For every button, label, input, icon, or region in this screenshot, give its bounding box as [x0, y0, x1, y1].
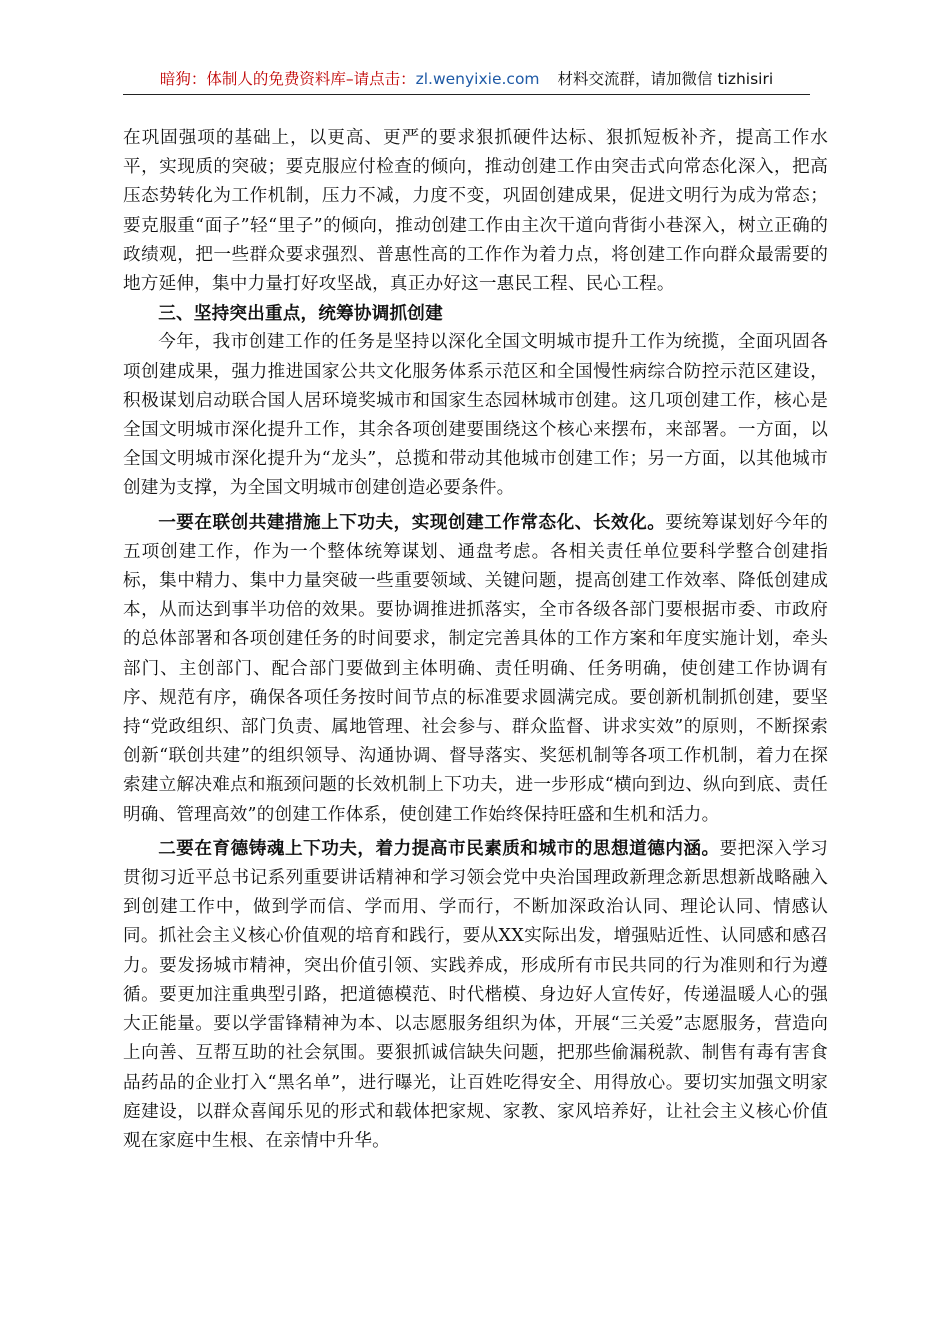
- header-link[interactable]: zl.wenyixie.com: [415, 70, 540, 88]
- paragraph-point-2: [123, 834, 828, 1156]
- header-separator: –请点击：: [345, 70, 416, 88]
- point-2-lead: 二要在育德铸魂上下功夫，着力提高市民素质和城市的思想道德内涵。: [158, 837, 720, 859]
- paragraph-point-1: [123, 508, 828, 830]
- point-1-lead: 一要在联创共建措施上下功夫，实现创建工作常态化、长效化。: [158, 511, 666, 533]
- section-heading: 三、坚持突出重点，统筹协调抓创建: [158, 303, 443, 325]
- header-wechat-note: 材料交流群，请加微信 tizhisiri: [557, 70, 774, 88]
- document-body: [123, 124, 828, 1156]
- point-1-body: 要统筹谋划好今年的五项创建工作，作为一个整体统筹谋划、通盘考虑。各相关责任单位要科学整合创建指标，集中精力、集中力量突破一些重要领域、关键问题，提高创建工作效率、降低创建成本，从而达到事半功倍的效果。要协调推进抓落实，全市各级各部门要根据市委、市政府的总体部署和各项创建任务的时间要求，制定完善具体的工作方案和年度实施计划，牵头部门、主创部门、配合部门要做到主体明确、责任明确、任务明确，使创建工作协调有序、规范有序，确保各项任务按时间节点的标准要求圆满完成。要创新机制抓创建，要坚持“党政组织、部门负责、属地管理、社会参与、群众监督、讲求实效”的原则，不断探索创新“联创共建”的组织领导、沟通协调、督导落实、奖惩机制等各项工作机制，着力在探索建立解决难点和瓶颈问题的长效机制上下功夫，进一步形成“横向到边、纵向到底、责任明确、管理高效”的创建工作体系，使创建工作始终保持旺盛和生机和活力。: [123, 512, 828, 825]
- page-header: [123, 64, 810, 95]
- header-brand: 暗狗：体制人的免费资料库: [159, 70, 346, 88]
- point-2-body: 要把深入学习贯彻习近平总书记系列重要讲话精神和学习领会党中央治国理政新理念新思想新战略融入到创建工作中，做到学而信、学而用、学而行，不断加深政治认同、理论认同、情感认同。抓社会主义核心价值观的培育和践行，要从XX实际出发，增强贴近性、认同感和感召力。要发扬城市精神，突出价值引领、实践养成，形成所有市民共同的行为准则和行为遵循。要更加注重典型引路，把道德模范、时代楷模、身边好人宣传好，传递温暖人心的强大正能量。要以学雷锋精神为本、以志愿服务组织为体，开展“三关爱”志愿服务，营造向上向善、互帮互助的社会氛围。要狠抓诚信缺失问题，把那些偷漏税款、制售有毒有害食品药品的企业打入“黑名单”，进行曝光，让百姓吃得安全、用得放心。要切实加强文明家庭建设，以群众喜闻乐见的形式和载体把家规、家教、家风培养好，让社会主义核心价值观在家庭中生根、在亲情中升华。: [123, 838, 828, 1151]
- paragraph-continuation: 在巩固强项的基础上，以更高、更严的要求狠抓硬件达标、狠抓短板补齐，提高工作水平，实现质的突破；要克服应付检查的倾向，推动创建工作由突击式向常态化深入，把高压态势转化为工作机制，压力不减，力度不变，巩固创建成果，促进文明行为成为常态；要克服重“面子”轻“里子”的倾向，推动创建工作由主次干道向背街小巷深入，树立正确的政绩观，把一些群众要求强烈、普惠性高的工作作为着力点，将创建工作向群众最需要的地方延伸，集中力量打好攻坚战，真正办好这一惠民工程、民心工程。: [123, 128, 828, 295]
- paragraph-intro: 今年，我市创建工作的任务是坚持以深化全国文明城市提升工作为统揽，全面巩固各项创建成果，强力推进国家公共文化服务体系示范区和全国慢性病综合防控示范区建设，积极谋划启动联合国人居环境奖城市和国家生态园林城市创建。这几项创建工作，核心是全国文明城市深化提升工作，其余各项创建要围绕这个核心来摆布，来部署。一方面，以全国文明城市深化提升为“龙头”，总揽和带动其他城市创建工作；另一方面，以其他城市创建为支撑，为全国文明城市创建创造必要条件。: [123, 332, 828, 499]
